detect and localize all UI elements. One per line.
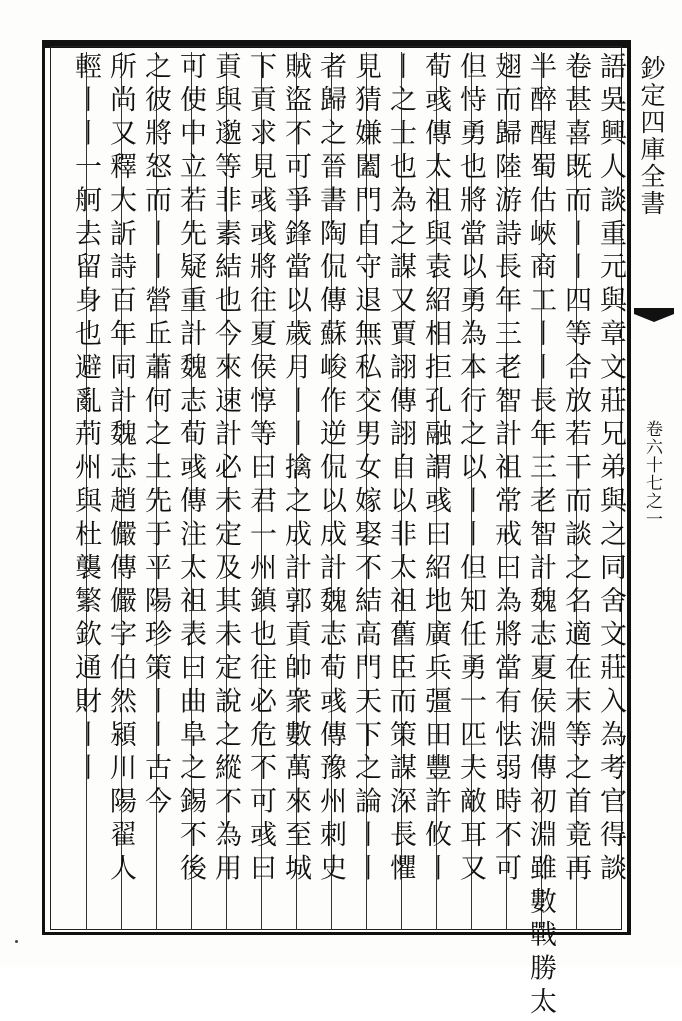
text-column: 貢與邈等非素結也今來速計必未定及其未定說之縱不為用 (210, 52, 241, 887)
text-column: 但恃勇也將當以勇為本行之以丨丨但知任勇一匹夫敵耳又 (455, 52, 486, 887)
text-column: 輕丨丨一舸去留身也避亂荊州與杜襲繁欽通財丨丨 (70, 52, 101, 787)
juan-label: 卷六十七之一 (642, 420, 662, 528)
text-column: 荀彧傳太祖與袁紹相拒孔融謂彧曰紹地廣兵彊田豐許攸丨 (420, 52, 451, 887)
text-column: 所尚又釋大訢詩百年同計魏志趙儼傳儼字伯然潁川陽翟人 (105, 52, 136, 887)
text-column: 下貢求見彧彧將往夏侯惇等曰君一州鎮也往必危不可彧曰 (245, 52, 276, 887)
text-column: 卷甚喜既而丨丨四等合放若干而談之名適在末等之首竟再 (560, 52, 591, 887)
text-column: 丨之士也為之謀又賈詡傳詡自以非太祖舊臣而策謀深長懼 (385, 52, 416, 887)
text-column: 可使中立若先疑重計魏志荀彧傳注太祖表曰曲阜之錫不後 (175, 52, 206, 887)
speck (15, 940, 18, 943)
text-column: 半醉醒蜀估峽商工丨丨長年三老智計魏志夏侯淵傳初淵雖數戰勝太 (525, 52, 556, 1021)
book-title: 鈔定四庫全書 (637, 55, 666, 217)
text-column: 者歸之晉書陶侃傳蘇峻作逆侃以成計魏志荀彧傳豫州刺史 (315, 52, 346, 887)
text-column: 翅而歸陸游詩長年三老智計祖常戒曰為將當有怯弱時不可 (490, 52, 521, 887)
text-column: 賊盜不可爭鋒當以歲月丨丨擒之成計郭貢帥衆數萬來至城 (280, 52, 311, 887)
fish-tail-mark-icon (632, 300, 676, 340)
text-column: 見猜嫌闔門自守退無私交男女嫁娶不結高門天下之論丨丨 (350, 52, 381, 887)
text-column: 語吳興人談重元與章文莊兄弟與之同舍文莊入為考官得談 (595, 52, 626, 887)
text-column: 之彼將怒而丨丨營丘蕭何之土先于平陽珍策丨丨古今 (140, 52, 171, 821)
text-columns (57, 52, 627, 1021)
